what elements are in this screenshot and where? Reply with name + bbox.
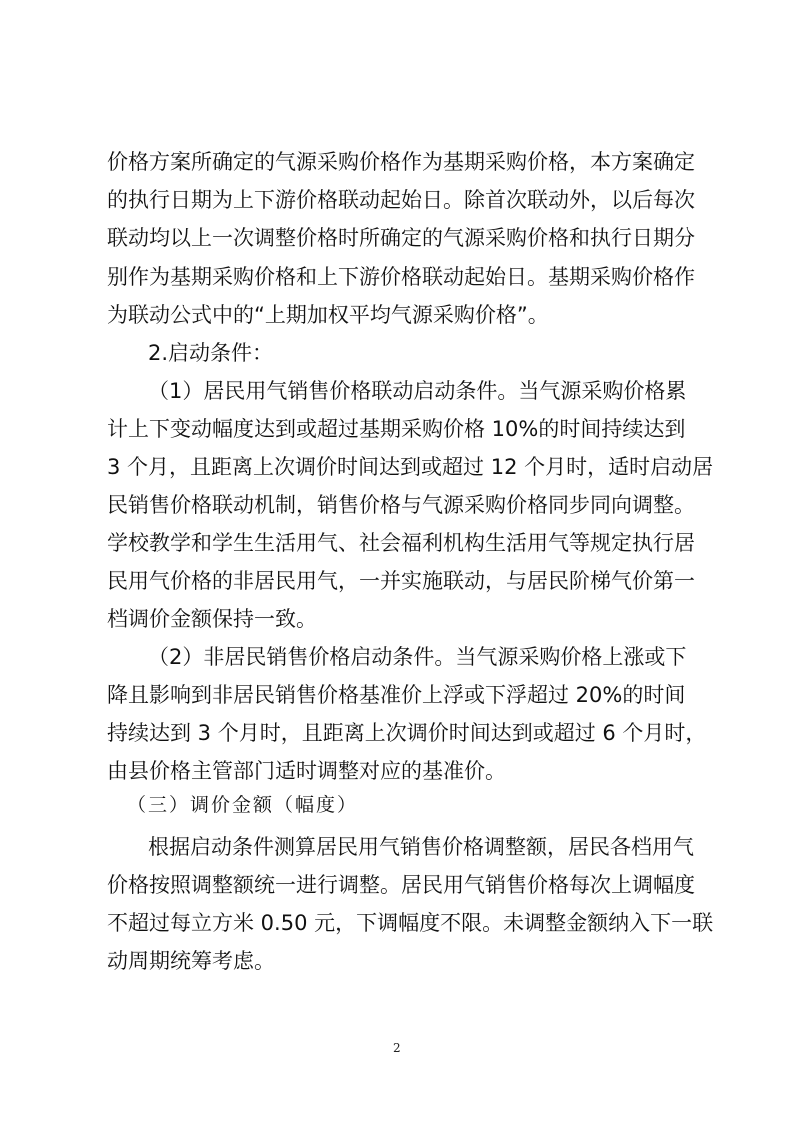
page-number: 2 bbox=[393, 1041, 401, 1055]
paragraph-line: 价格按照调整额统一进行调整。居民用气销售价格每次上调幅度 bbox=[107, 873, 695, 897]
section-heading-price-adjustment: （三）调价金额（幅度） bbox=[127, 794, 359, 816]
paragraph-line: 民销售价格联动机制，销售价格与气源采购价格同步同向调整。 bbox=[107, 493, 695, 517]
paragraph-line: 根据启动条件测算居民用气销售价格调整额，居民各档用气 bbox=[148, 835, 694, 859]
paragraph-line: 降且影响到非居民销售价格基准价上浮或下浮超过 20%的时间 bbox=[107, 683, 686, 707]
paragraph-line: 由县价格主管部门适时调整对应的基准价。 bbox=[107, 759, 506, 783]
paragraph-line: 别作为基期采购价格和上下游价格联动起始日。基期采购价格作 bbox=[107, 265, 695, 289]
paragraph-line: 计上下变动幅度达到或超过基期采购价格 10%的时间持续达到 bbox=[107, 417, 686, 441]
paragraph-line: 为联动公式中的“上期加权平均气源采购价格”。 bbox=[107, 303, 549, 327]
paragraph-line: （2）非居民销售价格启动条件。当气源采购价格上涨或下 bbox=[148, 645, 687, 669]
paragraph-line: 3 个月，且距离上次调价时间达到或超过 12 个月时，适时启动居 bbox=[107, 455, 714, 479]
paragraph-line: 动周期统筹考虑。 bbox=[107, 949, 275, 973]
section-heading-start-conditions: 2.启动条件： bbox=[148, 341, 274, 365]
paragraph-line: （1）居民用气销售价格联动启动条件。当气源采购价格累 bbox=[148, 379, 687, 403]
paragraph-line: 民用气价格的非居民用气，一并实施联动，与居民阶梯气价第一 bbox=[107, 569, 695, 593]
paragraph-line: 不超过每立方米 0.50 元，下调幅度不限。未调整金额纳入下一联 bbox=[107, 911, 714, 935]
paragraph-line: 的执行日期为上下游价格联动起始日。除首次联动外，以后每次 bbox=[107, 188, 695, 212]
paragraph-line: 持续达到 3 个月时，且距离上次调价时间达到或超过 6 个月时， bbox=[107, 721, 707, 745]
paragraph-line: 联动均以上一次调整价格时所确定的气源采购价格和执行日期分 bbox=[107, 226, 695, 250]
paragraph-line: 档调价金额保持一致。 bbox=[107, 607, 317, 631]
paragraph-line: 价格方案所确定的气源采购价格作为基期采购价格，本方案确定 bbox=[107, 150, 695, 174]
paragraph-line: 学校教学和学生生活用气、社会福利机构生活用气等规定执行居 bbox=[107, 531, 695, 555]
